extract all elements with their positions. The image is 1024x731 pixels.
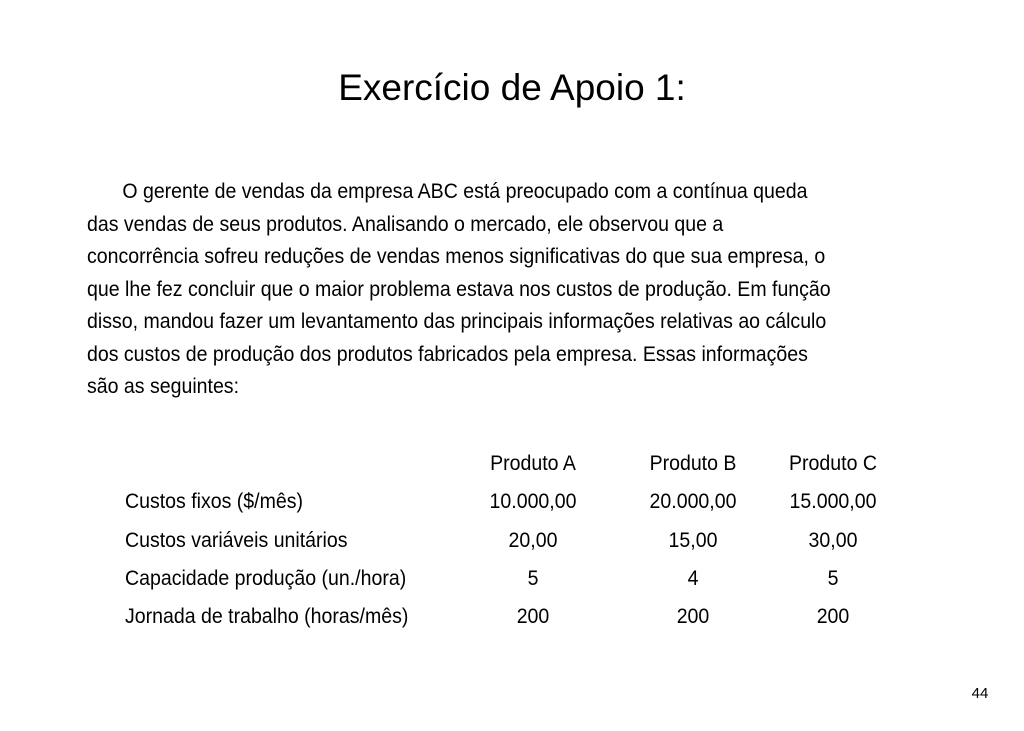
cell-custos-fixos-c: 15.000,00 [789, 490, 877, 513]
cell-jornada-b: 200 [676, 605, 710, 628]
cell-custos-variaveis-a: 20,00 [508, 529, 558, 552]
row-label-custos-variaveis: Custos variáveis unitários [125, 529, 348, 552]
row-label-capacidade: Capacidade produção (un./hora) [125, 567, 407, 590]
problem-statement: O gerente de vendas da empresa ABC está preocupado com a contínua queda das vendas de seus produtos. Analisando o mercado, ele observou que a concorrência sofreu reduções de vendas menos significativas do que sua empresa, o que lhe fez concluir que o maior problema estava nos custos de produção. Em função disso, mandou fazer um levantamento das principais informações relativas ao cálculo dos custos de produção dos produtos fabricados pela empresa. Essas informações são as seguintes: [87, 180, 831, 398]
cell-jornada-a: 200 [516, 605, 550, 628]
cell-custos-variaveis-b: 15,00 [668, 529, 718, 552]
cell-capacidade-a: 5 [527, 567, 539, 590]
cell-custos-variaveis-c: 30,00 [808, 529, 858, 552]
row-label-custos-fixos: Custos fixos ($/mês) [125, 490, 303, 513]
row-label-jornada: Jornada de trabalho (horas/mês) [125, 605, 409, 628]
cell-custos-fixos-b: 20.000,00 [649, 490, 737, 513]
cell-custos-fixos-a: 10.000,00 [489, 490, 577, 513]
page-number: 44 [971, 685, 989, 702]
header-produto-b: Produto B [649, 452, 737, 475]
cell-jornada-c: 200 [816, 605, 850, 628]
header-produto-c: Produto C [789, 452, 877, 475]
header-produto-a: Produto A [490, 452, 576, 475]
cell-capacidade-b: 4 [687, 567, 699, 590]
cell-capacidade-c: 5 [827, 567, 839, 590]
slide-title: Exercício de Apoio 1: [338, 67, 686, 108]
